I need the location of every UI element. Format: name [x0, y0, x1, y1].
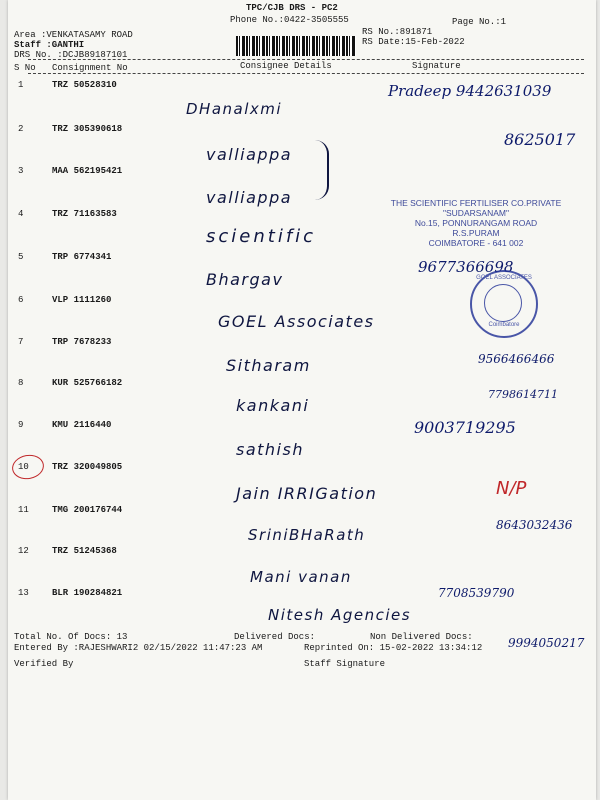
row-signature: 7798614711: [488, 388, 558, 401]
row-sno: 3: [18, 166, 24, 176]
rs-date: RS Date:15-Feb-2022: [362, 37, 465, 47]
row-consignee: kankani: [236, 396, 310, 415]
row-signature: 7708539790: [438, 586, 515, 600]
area-label: Area :VENKATASAMY ROAD: [14, 30, 133, 40]
header-rule-bottom: [28, 73, 584, 74]
reprinted-on: Reprinted On: 15-02-2022 13:34:12: [304, 643, 483, 653]
row-consignee: SriniBHaRath: [248, 526, 366, 544]
row-consignee: Nitesh Agencies: [268, 606, 412, 624]
row-consignment: TRP 6774341: [52, 252, 112, 262]
row-sno: 10: [18, 462, 29, 472]
row-consignment: TRP 7678233: [52, 337, 112, 347]
row-consignment: MAA 562195421: [52, 166, 123, 176]
row-sno: 12: [18, 546, 29, 556]
staff-signature-label: Staff Signature: [304, 659, 386, 669]
round-stamp-top: GOEL ASSOCIATES: [476, 275, 532, 281]
row-consignment: TRZ 50528310: [52, 80, 117, 90]
row-consignment: TRZ 71163583: [52, 209, 117, 219]
row-consignee: Mani vanan: [250, 568, 352, 586]
not-picked-mark: N/P: [496, 478, 527, 499]
delivery-run-sheet: [8, 0, 596, 800]
row-consignment: TRZ 51245368: [52, 546, 117, 556]
company-stamp: [386, 198, 566, 250]
row-sno: 13: [18, 588, 29, 598]
row-consignment: TRZ 305390618: [52, 124, 123, 134]
drs-number: DRS No. :DCJB89187101: [14, 50, 128, 60]
row-consignee: sathish: [236, 440, 304, 459]
row-consignment: KUR 525766182: [52, 378, 123, 388]
non-delivered-docs: Non Delivered Docs:: [370, 632, 473, 642]
stamp-line: COIMBATORE - 641 002: [428, 238, 524, 248]
row-sno: 1: [18, 80, 24, 90]
phone-number: Phone No.:0422-3505555: [230, 15, 349, 25]
row-consignee: valliappa: [206, 145, 293, 164]
total-docs: Total No. Of Docs: 13: [14, 632, 128, 642]
col-sno: S No: [14, 63, 36, 73]
header-rule-top: [28, 59, 584, 60]
row-consignment: TRZ 320049805: [52, 462, 123, 472]
row-consignee: GOEL Associates: [218, 312, 375, 331]
brace-mark: [313, 140, 329, 200]
rs-number: RS No.:891871: [362, 27, 433, 37]
col-consignment: Consignment No: [52, 63, 128, 73]
row-signature: 8643032436: [496, 518, 573, 532]
row-sno: 8: [18, 378, 24, 388]
row-sno: 9: [18, 420, 24, 430]
entered-by: Entered By :RAJESHWARI2 02/15/2022 11:47:23 AM: [14, 643, 263, 653]
row-consignee: scientific: [206, 226, 317, 247]
sheet-title: TPC/CJB DRS - PC2: [246, 3, 338, 13]
col-consignee: Consignee Details: [240, 61, 332, 71]
row-sno: 6: [18, 295, 24, 305]
row-consignee: Jain IRRIGation: [236, 484, 378, 503]
row-consignment: BLR 190284821: [52, 588, 123, 598]
row-sno: 4: [18, 209, 24, 219]
row-sno: 5: [18, 252, 24, 262]
row-signature: 8625017: [504, 130, 576, 149]
row-sno: 2: [18, 124, 24, 134]
row-consignee: Sitharam: [226, 356, 311, 375]
page-number: Page No.:1: [452, 17, 507, 27]
row-signature: 9994050217: [508, 636, 585, 650]
stamp-line: No.15, PONNURANGAM ROAD: [414, 218, 538, 228]
row-signature: 9003719295: [414, 418, 516, 437]
stamp-inner-ring: [484, 284, 522, 322]
stamp-line: R.S.PURAM: [452, 228, 500, 238]
row-consignee: valliappa: [206, 188, 293, 207]
row-sno: 7: [18, 337, 24, 347]
row-consignee: DHanalxmi: [186, 100, 283, 118]
row-consignment: KMU 2116440: [52, 420, 112, 430]
row-signature: 9566466466: [478, 352, 555, 366]
associates-round-stamp: [470, 270, 538, 338]
verified-by: Verified By: [14, 659, 74, 669]
stamp-line: "SUDARSANAM": [442, 208, 510, 218]
row-signature: 9677366698: [418, 258, 514, 276]
row-consignment: TMG 200176744: [52, 505, 123, 515]
delivered-docs: Delivered Docs:: [234, 632, 316, 642]
barcode: [236, 36, 356, 56]
row-consignment: VLP 1111260: [52, 295, 112, 305]
round-stamp-bottom: Coimbatore: [488, 322, 520, 328]
col-signature: Signature: [412, 61, 461, 71]
staff-label: Staff :GANTHI: [14, 40, 85, 50]
row-signature: Pradeep 9442631039: [388, 82, 552, 100]
row-consignee: Bhargav: [206, 270, 284, 289]
stamp-line: THE SCIENTIFIC FERTILISER CO.PRIVATE: [390, 198, 562, 208]
row-sno: 11: [18, 505, 29, 515]
